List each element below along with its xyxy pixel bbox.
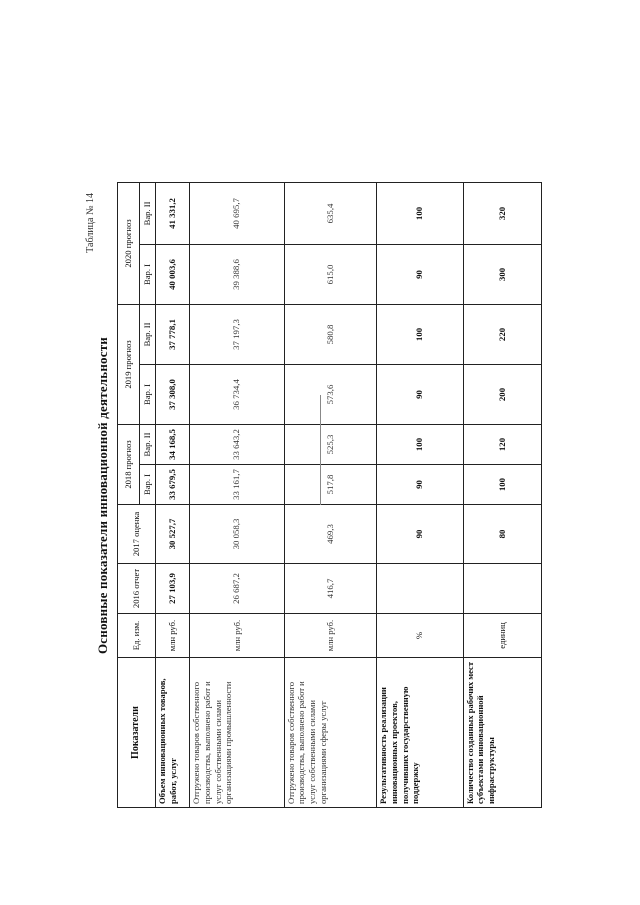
cell-2019-var2: 220 [463,304,541,364]
row-unit: % [377,614,463,658]
row-indicator: Результативность реализации инновационных проектов, получивших государственную поддержку [377,658,463,808]
cell-2020-var1: 615,0 [284,244,376,304]
cell-2020-var1: 40 003,6 [156,244,190,304]
table-row [463,182,541,807]
header-2019-var2: Вар. II [140,304,156,364]
cell-2020-var2: 635,4 [284,182,376,244]
cell-2019-var2: 37 778,1 [156,304,190,364]
cell-2017: 80 [463,505,541,564]
table-number: Таблица № 14 [85,193,96,253]
cell-2016 [463,564,541,614]
table-title: Основные показатели инновационной деятельности [95,337,110,654]
header-2018: 2018 прогноз [118,424,140,504]
row-indicator: Количество созданных рабочих мест субъектами инновационной инфраструктуры [463,658,541,808]
cell-2018-var1: 90 [377,465,463,505]
header-2020-var1: Вар. I [140,244,156,304]
cell-2019-var1: 573,6 [284,364,376,424]
row-unit: млн руб. [156,614,190,658]
table-row [284,182,376,807]
cell-2020-var2: 100 [377,182,463,244]
cell-2018-var2: 100 [377,424,463,464]
cell-2020-var1: 39 388,6 [190,244,284,304]
cell-2019-var2: 580,8 [284,304,376,364]
scan-artifact-line [320,395,321,505]
table-row [377,182,463,807]
row-indicator: Отгружено товаров собственного производства, выполнено работ и услуг собственными силами организациями сферы услуг [284,658,376,808]
cell-2019-var1: 90 [377,364,463,424]
header-2018-var1: Вар. I [140,465,156,505]
cell-2018-var2: 120 [463,424,541,464]
cell-2020-var2: 41 331,2 [156,182,190,244]
cell-2019-var1: 200 [463,364,541,424]
cell-2016 [377,564,463,614]
header-2019-var1: Вар. I [140,364,156,424]
cell-2018-var2: 33 643,2 [190,424,284,464]
cell-2018-var2: 34 168,5 [156,424,190,464]
header-indicator: Показатели [118,658,156,808]
cell-2016: 26 687,2 [190,564,284,614]
cell-2020-var1: 300 [463,244,541,304]
cell-2017: 30 058,3 [190,505,284,564]
cell-2019-var2: 37 197,3 [190,304,284,364]
cell-2016: 416,7 [284,564,376,614]
indicators-table [117,182,542,808]
cell-2018-var1: 517,8 [284,465,376,505]
header-2020: 2020 прогноз [118,182,140,304]
header-2020-var2: Вар. II [140,182,156,244]
table-row [156,182,190,807]
cell-2018-var1: 100 [463,465,541,505]
cell-2018-var1: 33 679,5 [156,465,190,505]
cell-2017: 30 527,7 [156,505,190,564]
cell-2017: 469,3 [284,505,376,564]
cell-2020-var1: 90 [377,244,463,304]
cell-2020-var2: 320 [463,182,541,244]
header-2016: 2016 отчет [118,564,156,614]
cell-2019-var1: 37 308,0 [156,364,190,424]
header-2018-var2: Вар. II [140,424,156,464]
cell-2020-var2: 40 695,7 [190,182,284,244]
header-unit: Ед. изм. [118,614,156,658]
cell-2016: 27 103,9 [156,564,190,614]
row-indicator: Объем инновационных товаров, работ, услуг [156,658,190,808]
cell-2018-var2: 525,3 [284,424,376,464]
header-2017: 2017 оценка [118,505,156,564]
table-row [190,182,284,807]
cell-2017: 90 [377,505,463,564]
row-unit: млн руб. [190,614,284,658]
cell-2018-var1: 33 161,7 [190,465,284,505]
cell-2019-var1: 36 734,4 [190,364,284,424]
header-2019: 2019 прогноз [118,304,140,424]
row-indicator: Отгружено товаров собственного производства, выполнено работ и услуг собственными силами организациями промышленности [190,658,284,808]
row-unit: млн руб. [284,614,376,658]
cell-2019-var2: 100 [377,304,463,364]
row-unit: единиц [463,614,541,658]
